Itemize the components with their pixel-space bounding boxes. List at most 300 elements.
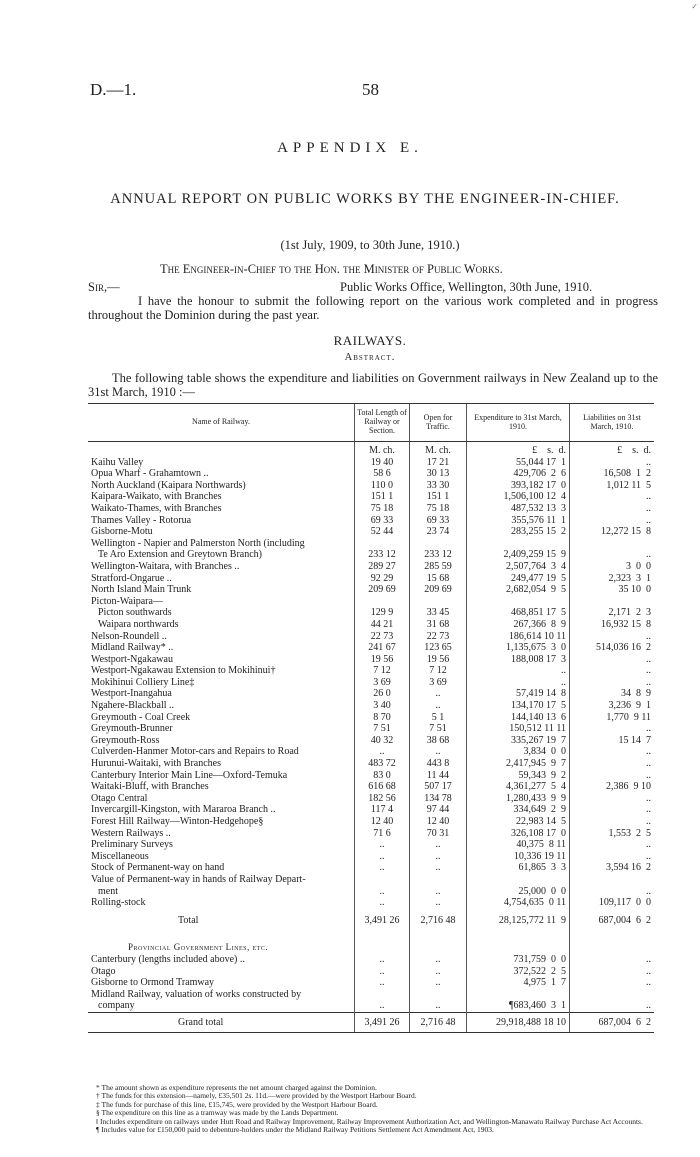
row-open: 7 12 bbox=[410, 665, 467, 677]
row-expenditure: 25,000 0 0 bbox=[467, 886, 570, 898]
row-name: Te Aro Extension and Greytown Branch) bbox=[98, 549, 262, 561]
table-row bbox=[88, 480, 654, 492]
row-open bbox=[410, 874, 467, 886]
row-liabilities: 15 14 7 bbox=[570, 735, 655, 747]
row-expenditure: 188,008 17 3 bbox=[467, 654, 570, 666]
row-name: Mokihinui Colliery Line‡ bbox=[91, 676, 195, 688]
row-liabilities: .. bbox=[570, 839, 655, 851]
row-open: 69 33 bbox=[410, 515, 467, 527]
row-length bbox=[355, 538, 410, 550]
table-row bbox=[88, 665, 654, 677]
row-length: 151 1 bbox=[355, 491, 410, 503]
footnote: ‖ Includes expenditure on railways under Hutt Road and Railway Improvement, Railway Improvement Authorization Act, and Wellington-Manawatu Railway Purchase Act Accounts. bbox=[96, 1116, 643, 1126]
row-open: 75 18 bbox=[410, 503, 467, 515]
row-open: .. bbox=[410, 1000, 467, 1012]
row-name: Wellington - Napier and Palmerston North (including bbox=[91, 537, 305, 549]
col-header-name: Name of Railway. bbox=[88, 404, 355, 442]
row-name: Kaihu Valley bbox=[91, 456, 144, 468]
row-name: Canterbury (lengths included above) .. bbox=[91, 953, 245, 965]
table-header-row bbox=[88, 404, 654, 442]
row-name: Gisborne to Ormond Tramway bbox=[91, 977, 215, 989]
table-row bbox=[88, 561, 654, 573]
row-liabilities: 3,594 16 2 bbox=[570, 862, 655, 874]
row-expenditure: .. bbox=[467, 665, 570, 677]
table-row bbox=[88, 909, 654, 933]
row-liabilities: .. bbox=[570, 503, 655, 515]
footnote: ¶ Includes value for £150,000 paid to debenture-holders under the Midland Railway Petitions Settlement Act Amendment Act, 1903. bbox=[96, 1125, 494, 1135]
row-open: .. bbox=[410, 897, 467, 909]
row-open: .. bbox=[410, 966, 467, 978]
section-heading-row bbox=[88, 932, 654, 954]
row-expenditure: 1,135,675 3 0 bbox=[467, 642, 570, 654]
row-liabilities: .. bbox=[570, 954, 655, 966]
row-name: Picton-Waipara— bbox=[91, 595, 163, 607]
row-open: .. bbox=[410, 688, 467, 700]
row-length bbox=[355, 874, 410, 886]
row-name: Greymouth-Brunner bbox=[91, 723, 173, 735]
row-open: 443 8 bbox=[410, 758, 467, 770]
row-open: 7 51 bbox=[410, 723, 467, 735]
row-expenditure: 10,336 19 11 bbox=[467, 851, 570, 863]
row-liabilities: 34 8 9 bbox=[570, 688, 655, 700]
row-open: 507 17 bbox=[410, 781, 467, 793]
row-open: 5 1 bbox=[410, 712, 467, 724]
row-name: Ngahere-Blackball .. bbox=[91, 700, 175, 712]
table-row bbox=[88, 874, 654, 886]
table-row bbox=[88, 503, 654, 515]
row-expenditure: 28,125,772 11 9 bbox=[467, 909, 570, 933]
row-liabilities bbox=[570, 596, 655, 608]
table-row bbox=[88, 1012, 654, 1032]
row-open: 233 12 bbox=[410, 549, 467, 561]
table-row bbox=[88, 457, 654, 469]
row-expenditure: 1,280,433 9 9 bbox=[467, 793, 570, 805]
row-open: 151 1 bbox=[410, 491, 467, 503]
row-length: 44 21 bbox=[355, 619, 410, 631]
row-open: 38 68 bbox=[410, 735, 467, 747]
row-length: .. bbox=[355, 886, 410, 898]
table-row bbox=[88, 584, 654, 596]
row-expenditure bbox=[467, 874, 570, 886]
row-expenditure: 134,170 17 5 bbox=[467, 700, 570, 712]
row-open: .. bbox=[410, 839, 467, 851]
row-length: 117 4 bbox=[355, 804, 410, 816]
row-expenditure: 2,409,259 15 9 bbox=[467, 549, 570, 561]
row-name: Rolling-stock bbox=[91, 897, 146, 909]
table-row bbox=[88, 607, 654, 619]
row-length: .. bbox=[355, 1000, 410, 1012]
row-name: Midland Railway, valuation of works constructed by bbox=[91, 988, 302, 1000]
table-row bbox=[88, 526, 654, 538]
row-liabilities: .. bbox=[570, 966, 655, 978]
row-expenditure: 283,255 15 2 bbox=[467, 526, 570, 538]
row-length: .. bbox=[355, 966, 410, 978]
row-liabilities: 514,036 16 2 bbox=[570, 642, 655, 654]
row-liabilities: 2,171 2 3 bbox=[570, 607, 655, 619]
row-name: Western Railways .. bbox=[91, 827, 171, 839]
table-row bbox=[88, 619, 654, 631]
row-liabilities: .. bbox=[570, 793, 655, 805]
table-row bbox=[88, 538, 654, 550]
table-row bbox=[88, 781, 654, 793]
row-expenditure: 335,267 19 7 bbox=[467, 735, 570, 747]
table-row bbox=[88, 573, 654, 585]
row-liabilities: .. bbox=[570, 770, 655, 782]
row-name: Westport-Ngakawau Extension to Mokihinui† bbox=[91, 665, 276, 677]
table-row bbox=[88, 839, 654, 851]
row-length: 19 56 bbox=[355, 654, 410, 666]
row-name: Greymouth-Ross bbox=[91, 734, 160, 746]
row-name: Midland Railway* .. bbox=[91, 642, 174, 654]
row-open: 209 69 bbox=[410, 584, 467, 596]
row-name: Waitaki-Bluff, with Branches bbox=[91, 781, 209, 793]
row-open: 30 13 bbox=[410, 468, 467, 480]
row-liabilities: .. bbox=[570, 654, 655, 666]
row-liabilities: .. bbox=[570, 677, 655, 689]
row-open: 33 45 bbox=[410, 607, 467, 619]
row-open: 97 44 bbox=[410, 804, 467, 816]
table-row bbox=[88, 862, 654, 874]
row-length: 12 40 bbox=[355, 816, 410, 828]
row-liabilities: .. bbox=[570, 746, 655, 758]
row-open bbox=[410, 538, 467, 550]
row-expenditure: 355,576 11 1 bbox=[467, 515, 570, 527]
table-row bbox=[88, 723, 654, 735]
unit-open: M. ch. bbox=[410, 442, 467, 457]
table-row bbox=[88, 549, 654, 561]
row-expenditure: 326,108 17 0 bbox=[467, 828, 570, 840]
row-name: Hurunui-Waitaki, with Branches bbox=[91, 758, 221, 770]
row-open: 33 30 bbox=[410, 480, 467, 492]
row-liabilities: 109,117 0 0 bbox=[570, 897, 655, 909]
row-open: .. bbox=[410, 851, 467, 863]
row-name: Value of Permanent-way in hands of Railway Depart- bbox=[91, 873, 306, 885]
row-name: company bbox=[98, 1000, 135, 1012]
row-expenditure: 186,614 10 11 bbox=[467, 631, 570, 643]
row-expenditure: 3,834 0 0 bbox=[467, 746, 570, 758]
row-name: Nelson-Roundell .. bbox=[91, 630, 167, 642]
row-expenditure: 429,706 2 6 bbox=[467, 468, 570, 480]
row-liabilities: .. bbox=[570, 665, 655, 677]
row-open: .. bbox=[410, 700, 467, 712]
row-liabilities: 16,508 1 2 bbox=[570, 468, 655, 480]
table-row bbox=[88, 851, 654, 863]
row-name: Waipara northwards bbox=[98, 618, 179, 630]
table-row bbox=[88, 758, 654, 770]
row-length: 3,491 26 bbox=[355, 1012, 410, 1032]
row-length: 69 33 bbox=[355, 515, 410, 527]
row-expenditure: 40,375 8 11 bbox=[467, 839, 570, 851]
row-expenditure: 372,522 2 5 bbox=[467, 966, 570, 978]
table-row bbox=[88, 954, 654, 966]
row-name: Total bbox=[178, 914, 199, 926]
table-row bbox=[88, 468, 654, 480]
row-open: 17 21 bbox=[410, 457, 467, 469]
row-open: 15 68 bbox=[410, 573, 467, 585]
row-expenditure: 731,759 0 0 bbox=[467, 954, 570, 966]
row-name: Stratford-Ongarue .. bbox=[91, 572, 172, 584]
table-row bbox=[88, 989, 654, 1001]
row-open: 2,716 48 bbox=[410, 1012, 467, 1032]
row-length: 209 69 bbox=[355, 584, 410, 596]
table-row bbox=[88, 677, 654, 689]
row-liabilities: 3,236 9 1 bbox=[570, 700, 655, 712]
office-line: Public Works Office, Wellington, 30th June, 1910. bbox=[340, 280, 593, 294]
row-length: 52 44 bbox=[355, 526, 410, 538]
row-expenditure bbox=[467, 989, 570, 1001]
row-open: 134 78 bbox=[410, 793, 467, 805]
table-row bbox=[88, 746, 654, 758]
row-liabilities: .. bbox=[570, 549, 655, 561]
row-liabilities: .. bbox=[570, 1000, 655, 1012]
row-name: Otago bbox=[91, 965, 116, 977]
row-liabilities: .. bbox=[570, 758, 655, 770]
page-number: 58 bbox=[362, 80, 379, 99]
row-open: .. bbox=[410, 977, 467, 989]
row-name: Westport-Inangahua bbox=[91, 688, 172, 700]
table-row bbox=[88, 828, 654, 840]
row-expenditure: 1,506,100 12 4 bbox=[467, 491, 570, 503]
row-expenditure: 468,851 17 5 bbox=[467, 607, 570, 619]
row-name: Forest Hill Railway—Winton-Hedgehope§ bbox=[91, 816, 264, 827]
row-name: Greymouth - Coal Creek bbox=[91, 711, 191, 723]
row-length bbox=[355, 596, 410, 608]
table-row bbox=[88, 654, 654, 666]
provincial-heading: Provincial Government Lines, etc. bbox=[128, 942, 269, 953]
row-length: 3,491 26 bbox=[355, 909, 410, 933]
row-name: Opua Wharf - Grahamtown .. bbox=[91, 468, 209, 480]
row-liabilities: .. bbox=[570, 816, 655, 828]
row-name: Westport-Ngakawau bbox=[91, 653, 173, 665]
row-name: Wellington-Waitara, with Branches .. bbox=[91, 560, 240, 572]
row-liabilities: .. bbox=[570, 851, 655, 863]
row-liabilities: 12,272 15 8 bbox=[570, 526, 655, 538]
row-liabilities: 1,012 11 5 bbox=[570, 480, 655, 492]
row-name: Gisborne-Motu bbox=[91, 526, 153, 538]
intro-text: The following table shows the expenditure and liabilities on Government railways in New Zealand up to the 31st March, 1910 :— bbox=[88, 371, 658, 399]
table-row bbox=[88, 688, 654, 700]
unit-liabilities: £ s. d. bbox=[570, 442, 655, 457]
unit-length: M. ch. bbox=[355, 442, 410, 457]
table-row bbox=[88, 515, 654, 527]
footnote: † The funds for this extension—namely, £35,501 2s. 11d.—were provided by the Westport Harbour Board. bbox=[96, 1091, 417, 1101]
row-open: 22 73 bbox=[410, 631, 467, 643]
row-open: 2,716 48 bbox=[410, 909, 467, 933]
report-title: ANNUAL REPORT ON PUBLIC WORKS BY THE ENGINEER-IN-CHIEF. bbox=[110, 191, 620, 207]
unit-expenditure: £ s. d. bbox=[467, 442, 570, 457]
footnotes bbox=[88, 1084, 672, 1134]
row-open: 3 69 bbox=[410, 677, 467, 689]
table-row bbox=[88, 735, 654, 747]
col-header-length: Total Length of Railway or Section. bbox=[355, 404, 410, 442]
row-name: Kaipara-Waikato, with Branches bbox=[91, 491, 222, 503]
row-length: 129 9 bbox=[355, 607, 410, 619]
row-expenditure: 59,343 9 2 bbox=[467, 770, 570, 782]
units-row bbox=[88, 442, 654, 457]
row-expenditure: ¶683,460 3 1 bbox=[467, 1000, 570, 1012]
table-row bbox=[88, 897, 654, 909]
table-row bbox=[88, 491, 654, 503]
row-liabilities: .. bbox=[570, 977, 655, 989]
row-length: 75 18 bbox=[355, 503, 410, 515]
row-length: 26 0 bbox=[355, 688, 410, 700]
row-open: .. bbox=[410, 862, 467, 874]
row-open bbox=[410, 989, 467, 1001]
footnote: § The expenditure on this line as a tramway was made by the Lands Department. bbox=[96, 1108, 339, 1118]
row-length: .. bbox=[355, 851, 410, 863]
table-row bbox=[88, 712, 654, 724]
row-expenditure: 22,983 14 5 bbox=[467, 816, 570, 828]
row-length: 289 27 bbox=[355, 561, 410, 573]
row-liabilities bbox=[570, 538, 655, 550]
row-length: .. bbox=[355, 839, 410, 851]
row-name: North Island Main Trunk bbox=[91, 584, 192, 596]
row-length: 22 73 bbox=[355, 631, 410, 643]
row-expenditure: 334,649 2 9 bbox=[467, 804, 570, 816]
row-liabilities: 687,004 6 2 bbox=[570, 909, 655, 933]
table-row bbox=[88, 770, 654, 782]
table-row bbox=[88, 816, 654, 828]
row-liabilities: .. bbox=[570, 631, 655, 643]
row-liabilities: 3 0 0 bbox=[570, 561, 655, 573]
row-length: 92 29 bbox=[355, 573, 410, 585]
row-expenditure: 61,865 3 3 bbox=[467, 862, 570, 874]
report-period: (1st July, 1909, to 30th June, 1910.) bbox=[280, 238, 460, 252]
row-open: 70 31 bbox=[410, 828, 467, 840]
row-open: .. bbox=[410, 886, 467, 898]
row-liabilities: .. bbox=[570, 804, 655, 816]
row-length: 58 6 bbox=[355, 468, 410, 480]
col-header-liabilities: Liabilities on 31st March, 1910. bbox=[570, 404, 655, 442]
row-expenditure: 4,754,635 0 11 bbox=[467, 897, 570, 909]
row-open bbox=[410, 596, 467, 608]
row-name: ment bbox=[98, 885, 118, 897]
row-liabilities bbox=[570, 874, 655, 886]
table-row bbox=[88, 793, 654, 805]
table-row bbox=[88, 886, 654, 898]
row-length: 71 6 bbox=[355, 828, 410, 840]
table-row bbox=[88, 596, 654, 608]
footnote: * The amount shown as expenditure represents the net amount charged against the Dominion. bbox=[96, 1083, 377, 1092]
table-row bbox=[88, 1000, 654, 1012]
section-title: RAILWAYS. bbox=[333, 333, 407, 348]
row-liabilities: .. bbox=[570, 491, 655, 503]
row-name: Preliminary Surveys bbox=[91, 839, 173, 851]
table-row bbox=[88, 977, 654, 989]
row-expenditure: 267,366 8 9 bbox=[467, 619, 570, 631]
row-expenditure: 2,682,054 9 5 bbox=[467, 584, 570, 596]
table-row bbox=[88, 631, 654, 643]
table-body bbox=[88, 442, 654, 1033]
row-length: 40 32 bbox=[355, 735, 410, 747]
row-expenditure: 2,507,764 3 4 bbox=[467, 561, 570, 573]
row-name: Grand total bbox=[88, 1012, 355, 1032]
row-expenditure: .. bbox=[467, 677, 570, 689]
address-line: The Engineer-in-Chief to the Hon. the Minister of Public Works. bbox=[160, 262, 503, 276]
row-liabilities: 687,004 6 2 bbox=[570, 1012, 655, 1032]
row-expenditure: 2,417,945 9 7 bbox=[467, 758, 570, 770]
row-open: 23 74 bbox=[410, 526, 467, 538]
scan-mark: ✓ bbox=[691, 2, 698, 11]
row-length: .. bbox=[355, 746, 410, 758]
row-expenditure bbox=[467, 538, 570, 550]
row-expenditure: 29,918,488 18 10 bbox=[467, 1012, 570, 1032]
table-row bbox=[88, 804, 654, 816]
row-open: .. bbox=[410, 746, 467, 758]
row-length: 8 70 bbox=[355, 712, 410, 724]
row-length: 182 56 bbox=[355, 793, 410, 805]
row-open: 12 40 bbox=[410, 816, 467, 828]
row-open: 123 65 bbox=[410, 642, 467, 654]
table-row bbox=[88, 966, 654, 978]
row-name: Culverden-Hanmer Motor-cars and Repairs to Road bbox=[91, 746, 299, 758]
row-open: 31 68 bbox=[410, 619, 467, 631]
row-name: Thames Valley - Rotorua bbox=[91, 514, 192, 526]
row-liabilities: 2,386 9 10 bbox=[570, 781, 655, 793]
row-open: 285 59 bbox=[410, 561, 467, 573]
row-length: .. bbox=[355, 897, 410, 909]
row-expenditure: 150,512 11 11 bbox=[467, 723, 570, 735]
row-length: 110 0 bbox=[355, 480, 410, 492]
table-row bbox=[88, 700, 654, 712]
row-length: 3 40 bbox=[355, 700, 410, 712]
footnote: ‡ The funds for purchase of this line, £15,745, were provided by the Westport Harbour Board. bbox=[96, 1099, 378, 1109]
row-name: Otago Central bbox=[91, 792, 148, 804]
row-liabilities: .. bbox=[570, 515, 655, 527]
row-name: Stock of Permanent-way on hand bbox=[91, 862, 225, 874]
row-expenditure: 249,477 19 5 bbox=[467, 573, 570, 585]
row-liabilities: .. bbox=[570, 723, 655, 735]
row-length: 241 67 bbox=[355, 642, 410, 654]
col-header-expenditure: Expenditure to 31st March, 1910. bbox=[467, 404, 570, 442]
row-expenditure: 55,044 17 1 bbox=[467, 457, 570, 469]
row-liabilities: .. bbox=[570, 457, 655, 469]
row-liabilities: .. bbox=[570, 886, 655, 898]
row-expenditure: 57,419 14 8 bbox=[467, 688, 570, 700]
row-length: 233 12 bbox=[355, 549, 410, 561]
row-expenditure: 4,361,277 5 4 bbox=[467, 781, 570, 793]
subsection-title: Abstract. bbox=[344, 352, 396, 363]
row-liabilities: 1,553 2 5 bbox=[570, 828, 655, 840]
appendix-heading: APPENDIX E. bbox=[277, 140, 423, 156]
row-liabilities: 2,323 3 1 bbox=[570, 573, 655, 585]
row-liabilities: 35 10 0 bbox=[570, 584, 655, 596]
row-expenditure: 487,532 13 3 bbox=[467, 503, 570, 515]
row-length bbox=[355, 989, 410, 1001]
row-name: Picton southwards bbox=[98, 607, 172, 619]
row-liabilities bbox=[570, 989, 655, 1001]
row-name: Miscellaneous bbox=[91, 850, 149, 862]
row-length: 3 69 bbox=[355, 677, 410, 689]
salutation: Sir,— bbox=[88, 280, 120, 294]
row-open: 19 56 bbox=[410, 654, 467, 666]
row-length: 616 68 bbox=[355, 781, 410, 793]
row-length: 483 72 bbox=[355, 758, 410, 770]
row-expenditure: 4,975 1 7 bbox=[467, 977, 570, 989]
table-row bbox=[88, 642, 654, 654]
row-length: .. bbox=[355, 954, 410, 966]
row-name: Canterbury Interior Main Line—Oxford-Temuka bbox=[91, 769, 288, 781]
row-length: .. bbox=[355, 977, 410, 989]
row-expenditure: 144,140 13 6 bbox=[467, 712, 570, 724]
col-header-open: Open for Traffic. bbox=[410, 404, 467, 442]
row-name: Invercargill-Kingston, with Mararoa Branch .. bbox=[91, 804, 276, 816]
row-expenditure bbox=[467, 596, 570, 608]
row-liabilities: 1,770 9 11 bbox=[570, 712, 655, 724]
railway-abstract-table bbox=[88, 403, 654, 1033]
row-liabilities: 16,932 15 8 bbox=[570, 619, 655, 631]
document-reference: D.—1. bbox=[90, 80, 137, 99]
